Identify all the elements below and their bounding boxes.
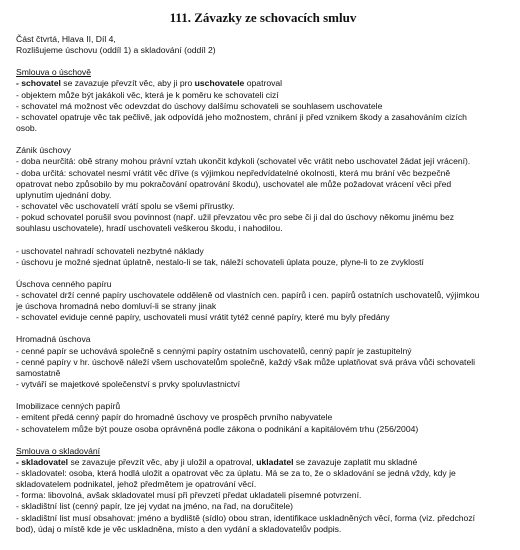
text-line: - schovatel opatruje věc tak pečlivě, jak odpovídá jeho možnostem, chrání ji před vznikem škody a zasahováním cizích bbox=[16, 111, 467, 122]
text-fragment: se zavazuje převzít věc, aby ji uložil a opatroval, bbox=[68, 456, 257, 467]
intro-line: Část čtvrtá, Hlava II, Díl 4, bbox=[16, 34, 116, 44]
section-heading: Zánik úschovy bbox=[16, 145, 71, 156]
text-line: - úschovu je možné sjednat úplatně, nestalo-li se tak, náleží schovateli úplata pouze, plyne-li to ze zvyklostí bbox=[16, 256, 424, 267]
text-line bbox=[16, 457, 510, 468]
text-line: - forma: libovolná, avšak skladovatel musí při převzetí předat ukladateli písemné potvrzení. bbox=[16, 490, 362, 501]
term-bold: - skladovatel bbox=[16, 456, 69, 467]
spacer bbox=[16, 435, 510, 446]
section-heading: Úschova cenného papíru bbox=[16, 278, 112, 289]
text-fragment: opatroval bbox=[244, 78, 283, 89]
text-line: skladovatelem podnikatel, jehož předmětem je opatrování věcí. bbox=[16, 479, 257, 490]
spacer bbox=[16, 390, 510, 401]
text-line: - pokud schovatel porušil svou povinnost (např. užil převzatou věc pro sebe či ji dal do úschovy někomu jinému bez bbox=[16, 212, 455, 223]
text-line: - schovatelem může být pouze osoba oprávněná podle zákona o podnikání a kapitálovém trhu (256/2004) bbox=[16, 423, 419, 434]
text-line: - skladovatel: osoba, která hodlá uložit a opatrovat věc za úplatu. Má se za to, že o skladování se jedná vždy, kdy je bbox=[16, 468, 456, 478]
text-line: - uschovatel nahradí schovateli nezbytné náklady bbox=[16, 245, 204, 256]
text-line: - vytváří se majetkové společenství s prvky spoluvlastnictví bbox=[16, 379, 240, 390]
text-line: osob. bbox=[16, 123, 38, 134]
text-line: - cenné papír se uchovává společně s cennými papíry ostatním uschovatelů, cenný papír je zastupitelný bbox=[16, 345, 412, 356]
text-line: - schovatel eviduje cenné papíry, uschovateli musí vrátit tytéž cenné papíry, které mu byly předány bbox=[16, 312, 390, 323]
text-line: - doba neurčitá: obě strany mohou právní vztah ukončit kdykoli (schovatel věc vrátit nebo uschovatel žádat její vrácení). bbox=[16, 156, 471, 167]
text-line bbox=[16, 78, 510, 89]
term-bold: - schovatel bbox=[16, 78, 61, 89]
section-heading: Imobilizace cenných papírů bbox=[16, 401, 121, 412]
text-line: souhlasu uschovatele), hradí uschovateli veškerou škodu, i nahodilou. bbox=[16, 223, 283, 234]
text-line: opatrovat nebo způsobilo by mu pokračování opatrování škodu), uschovatel ale může požadovat vrácení věci před bbox=[16, 178, 452, 189]
text-fragment: se zavazuje zaplatit mu skladné bbox=[293, 456, 418, 467]
text-line: samostatně bbox=[16, 367, 61, 378]
spacer bbox=[16, 268, 510, 279]
spacer bbox=[16, 56, 510, 67]
text-line: - schovatel drží cenné papíry uschovatele odděleně od vlastních cen. papírů i cen. papírů ostatních uschovatelů, výjimkou bbox=[16, 289, 480, 300]
section-heading: Hromadná úschova bbox=[16, 334, 91, 345]
text-line: - skladištní list (cenný papír, lze jej vydat na jméno, na řad, na doručitele) bbox=[16, 501, 294, 512]
text-fragment: se zavazuje převzít věc, aby ji pro bbox=[60, 78, 195, 89]
text-line: - objektem může být jakákoli věc, která je k poměru ke schovateli cizí bbox=[16, 89, 279, 100]
text-line: - schovatel věc uschovatelí vrátí spolu se všemi přírustky. bbox=[16, 201, 235, 212]
spacer bbox=[16, 323, 510, 334]
section-heading: Smlouva o úschově bbox=[16, 67, 91, 78]
term-bold: uschovatele bbox=[194, 78, 245, 89]
term-bold: ukladatel bbox=[256, 456, 294, 467]
text-line: bod), údaj o místě kde je věc uskladněna, místo a den vydání a skladovatelův podpis. bbox=[16, 523, 342, 534]
section-heading: Smlouva o skladování bbox=[16, 445, 101, 456]
document-title: 111. Závazky ze schovacích smluv bbox=[169, 10, 357, 25]
text-line: - emitent předá cenný papír do hromadné úschovy ve prospěch prvního nabyvatele bbox=[16, 412, 333, 423]
text-line: - doba určitá: schovatel nesmí vrátit věc dříve (s výjimkou nepředvídatelné okolnosti, která mu brání věc bezpečně bbox=[16, 167, 451, 178]
text-line: - skladištní list musí obsahovat: jméno a bydliště (sídlo) obou stran, identifikace uskladněných věcí, forma (viz. předchozí bbox=[16, 512, 476, 523]
text-line: - schovatel má možnost věc odevzdat do úschovy dalšímu schovateli se souhlasem uschovatele bbox=[16, 100, 383, 111]
spacer bbox=[16, 235, 510, 246]
text-line: - cenné papíry v hr. úschově náleží všem uschovatelům společně, každý však může uplatňovat svá práva vůči schovateli bbox=[16, 356, 476, 367]
intro-line: Rozlišujeme úschovu (oddíl 1) a skladování (oddíl 2) bbox=[16, 45, 216, 56]
text-line: je úschova hromadná nebo domluví-li se strany jinak bbox=[16, 301, 217, 312]
spacer bbox=[16, 134, 510, 145]
text-line: uplynutím ujednání doby. bbox=[16, 189, 112, 200]
